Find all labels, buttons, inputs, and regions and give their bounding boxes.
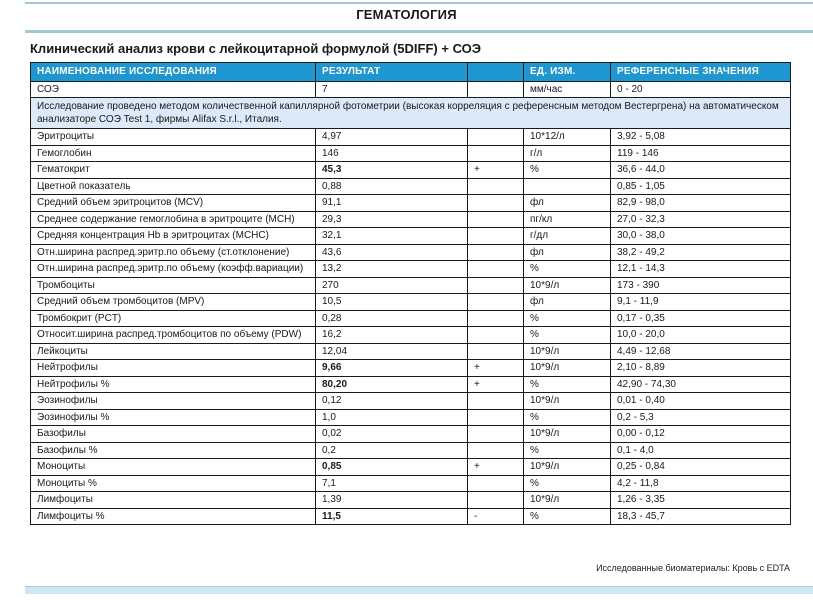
cell-result: 7 (316, 81, 468, 98)
cell-flag (468, 81, 524, 98)
cell-unit: % (524, 327, 611, 344)
results-tbody (31, 81, 791, 525)
result-row (31, 442, 791, 459)
result-row (31, 211, 791, 228)
cell-flag: + (468, 360, 524, 377)
cell-name: Базофилы (31, 426, 316, 443)
cell-flag (468, 442, 524, 459)
cell-name: Отн.ширина распред.эритр.по объему (коэфф.вариации) (31, 261, 316, 278)
cell-name: Лимфоциты (31, 492, 316, 509)
cell-unit: пг/кл (524, 211, 611, 228)
cell-result: 80,20 (316, 376, 468, 393)
cell-ref: 0,25 - 0,84 (611, 459, 791, 476)
result-row (31, 475, 791, 492)
cell-flag: + (468, 376, 524, 393)
cell-ref: 4,49 - 12,68 (611, 343, 791, 360)
cell-unit: 10*9/л (524, 393, 611, 410)
cell-unit: фл (524, 244, 611, 261)
cell-name: Эозинофилы (31, 393, 316, 410)
cell-name: Моноциты (31, 459, 316, 476)
cell-flag (468, 261, 524, 278)
cell-unit: г/дл (524, 228, 611, 245)
cell-unit: 10*12/л (524, 129, 611, 146)
cell-ref: 82,9 - 98,0 (611, 195, 791, 212)
cell-flag (468, 228, 524, 245)
cell-unit: % (524, 409, 611, 426)
result-row (31, 426, 791, 443)
cell-ref: 0,01 - 0,40 (611, 393, 791, 410)
cell-result: 0,88 (316, 178, 468, 195)
cell-ref: 18,3 - 45,7 (611, 508, 791, 525)
result-row (31, 277, 791, 294)
result-row (31, 294, 791, 311)
cell-unit (524, 178, 611, 195)
cell-result: 16,2 (316, 327, 468, 344)
cell-flag (468, 211, 524, 228)
cell-ref: 173 - 390 (611, 277, 791, 294)
cell-result: 1,0 (316, 409, 468, 426)
cell-result: 91,1 (316, 195, 468, 212)
result-row (31, 178, 791, 195)
cell-result: 11,5 (316, 508, 468, 525)
cell-flag (468, 327, 524, 344)
bottom-bar (25, 586, 813, 594)
cell-name: Лимфоциты % (31, 508, 316, 525)
result-row (31, 343, 791, 360)
result-row (31, 508, 791, 525)
cell-result: 7,1 (316, 475, 468, 492)
cell-ref: 2,10 - 8,89 (611, 360, 791, 377)
cell-result: 12,04 (316, 343, 468, 360)
cell-name: Базофилы % (31, 442, 316, 459)
cell-result: 29,3 (316, 211, 468, 228)
cell-flag (468, 492, 524, 509)
cell-flag (468, 244, 524, 261)
cell-name: Тромбоциты (31, 277, 316, 294)
cell-ref: 3,92 - 5,08 (611, 129, 791, 146)
cell-result: 32,1 (316, 228, 468, 245)
cell-unit: фл (524, 294, 611, 311)
cell-name: Средняя концентрация Hb в эритроцитах (MCHC) (31, 228, 316, 245)
cell-result: 4,97 (316, 129, 468, 146)
cell-unit: мм/час (524, 81, 611, 98)
cell-flag (468, 393, 524, 410)
cell-unit: 10*9/л (524, 277, 611, 294)
cell-result: 10,5 (316, 294, 468, 311)
cell-unit: % (524, 508, 611, 525)
result-row (31, 409, 791, 426)
cell-result: 0,2 (316, 442, 468, 459)
cell-ref: 9,1 - 11,9 (611, 294, 791, 311)
cell-flag (468, 343, 524, 360)
cell-unit: г/л (524, 145, 611, 162)
report-title: Клинический анализ крови с лейкоцитарной формулой (5DIFF) + СОЭ (30, 41, 481, 56)
column-header-result: РЕЗУЛЬТАТ (316, 63, 468, 82)
result-row (31, 195, 791, 212)
cell-name: Лейкоциты (31, 343, 316, 360)
cell-result: 270 (316, 277, 468, 294)
cell-result: 1,39 (316, 492, 468, 509)
cell-name: Отн.ширина распред.эритр.по объему (ст.отклонение) (31, 244, 316, 261)
cell-ref: 1,26 - 3,35 (611, 492, 791, 509)
cell-ref: 119 - 146 (611, 145, 791, 162)
cell-flag (468, 277, 524, 294)
cell-flag (468, 310, 524, 327)
column-header-reference: РЕФЕРЕНСНЫЕ ЗНАЧЕНИЯ (611, 63, 791, 82)
cell-name: Средний объем тромбоцитов (MPV) (31, 294, 316, 311)
cell-result: 13,2 (316, 261, 468, 278)
section-title: ГЕМАТОЛОГИЯ (356, 7, 457, 22)
cell-flag (468, 178, 524, 195)
cell-result: 0,85 (316, 459, 468, 476)
cell-unit: % (524, 310, 611, 327)
cell-ref: 4,2 - 11,8 (611, 475, 791, 492)
cell-ref: 0,85 - 1,05 (611, 178, 791, 195)
cell-ref: 38,2 - 49,2 (611, 244, 791, 261)
cell-result: 0,12 (316, 393, 468, 410)
cell-ref: 0,1 - 4,0 (611, 442, 791, 459)
cell-ref: 27,0 - 32,3 (611, 211, 791, 228)
results-table (30, 62, 791, 525)
cell-flag (468, 129, 524, 146)
cell-name: Средний объем эритроцитов (MCV) (31, 195, 316, 212)
cell-name: СОЭ (31, 81, 316, 98)
cell-unit: 10*9/л (524, 426, 611, 443)
cell-name: Среднее содержание гемоглобина в эритроците (MCH) (31, 211, 316, 228)
result-row (31, 261, 791, 278)
result-row (31, 327, 791, 344)
cell-result: 9,66 (316, 360, 468, 377)
cell-result: 0,28 (316, 310, 468, 327)
cell-ref: 12,1 - 14,3 (611, 261, 791, 278)
cell-unit: фл (524, 195, 611, 212)
result-row (31, 145, 791, 162)
result-row (31, 492, 791, 509)
cell-ref: 30,0 - 38,0 (611, 228, 791, 245)
method-note-row (31, 98, 791, 129)
cell-result: 45,3 (316, 162, 468, 179)
cell-unit: % (524, 442, 611, 459)
cell-name: Нейтрофилы (31, 360, 316, 377)
cell-unit: % (524, 376, 611, 393)
cell-flag: + (468, 459, 524, 476)
cell-ref: 0,00 - 0,12 (611, 426, 791, 443)
result-row (31, 310, 791, 327)
result-row (31, 81, 791, 98)
cell-name: Гематокрит (31, 162, 316, 179)
cell-flag (468, 475, 524, 492)
cell-flag (468, 426, 524, 443)
result-row (31, 228, 791, 245)
cell-unit: % (524, 261, 611, 278)
cell-flag: - (468, 508, 524, 525)
cell-name: Гемоглобин (31, 145, 316, 162)
cell-result: 146 (316, 145, 468, 162)
result-row (31, 244, 791, 261)
cell-unit: 10*9/л (524, 360, 611, 377)
result-row (31, 376, 791, 393)
cell-unit: 10*9/л (524, 459, 611, 476)
result-row (31, 393, 791, 410)
cell-ref: 10,0 - 20,0 (611, 327, 791, 344)
cell-flag (468, 145, 524, 162)
cell-ref: 0,2 - 5,3 (611, 409, 791, 426)
result-row (31, 360, 791, 377)
top-rule (25, 2, 813, 4)
result-row (31, 129, 791, 146)
cell-ref: 42,90 - 74,30 (611, 376, 791, 393)
column-header-unit: ЕД. ИЗМ. (524, 63, 611, 82)
cell-unit: 10*9/л (524, 343, 611, 360)
cell-name: Нейтрофилы % (31, 376, 316, 393)
cell-flag: + (468, 162, 524, 179)
cell-flag (468, 195, 524, 212)
cell-result: 0,02 (316, 426, 468, 443)
title-rule (25, 30, 813, 33)
cell-ref: 0,17 - 0,35 (611, 310, 791, 327)
cell-name: Эозинофилы % (31, 409, 316, 426)
cell-unit: % (524, 475, 611, 492)
cell-name: Цветной показатель (31, 178, 316, 195)
cell-result: 43,6 (316, 244, 468, 261)
result-row (31, 162, 791, 179)
column-header-flag (468, 63, 524, 82)
results-table-header (31, 63, 791, 82)
cell-flag (468, 294, 524, 311)
cell-name: Тромбокрит (PCT) (31, 310, 316, 327)
cell-flag (468, 409, 524, 426)
cell-name: Моноциты % (31, 475, 316, 492)
column-header-name: НАИМЕНОВАНИЕ ИССЛЕДОВАНИЯ (31, 63, 316, 82)
header-row (31, 63, 791, 82)
method-note: Исследование проведено методом количественной капиллярной фотометрии (высокая корреляция с референсным методом Вестергрена) на автоматическом анализаторе СОЭ Test 1, фирмы Alifax S.r.l., Италия. (31, 98, 791, 129)
cell-name: Относит.ширина распред.тромбоцитов по объему (PDW) (31, 327, 316, 344)
cell-ref: 36,6 - 44,0 (611, 162, 791, 179)
biomaterials-note: Исследованные биоматериалы: Кровь с EDTA (596, 563, 790, 573)
cell-name: Эритроциты (31, 129, 316, 146)
cell-unit: 10*9/л (524, 492, 611, 509)
result-row (31, 459, 791, 476)
cell-unit: % (524, 162, 611, 179)
cell-ref: 0 - 20 (611, 81, 791, 98)
